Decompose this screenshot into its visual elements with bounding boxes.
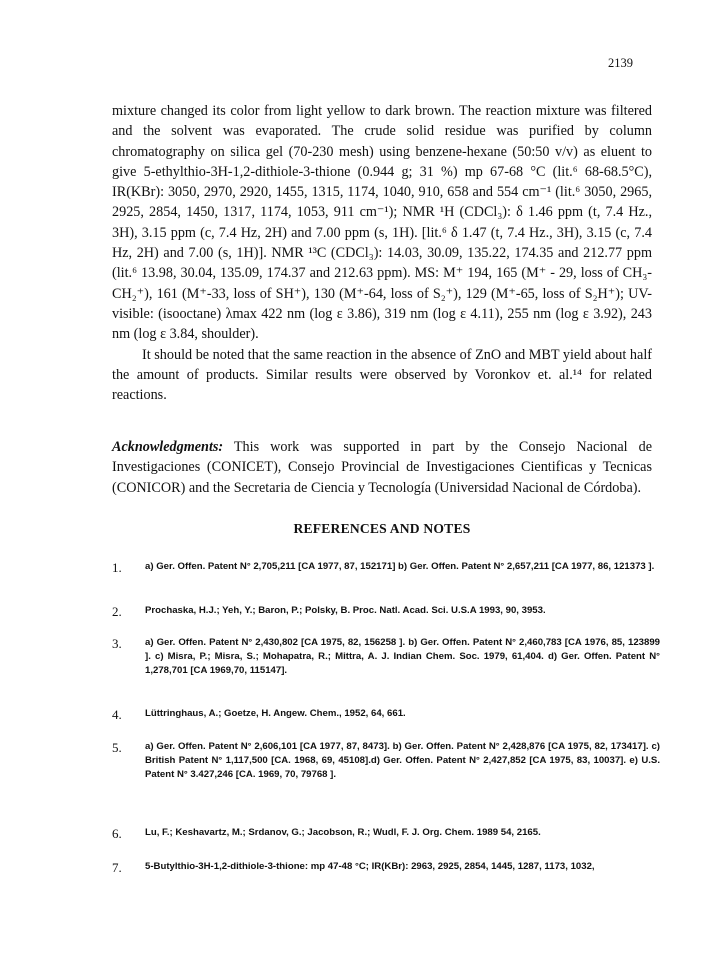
experimental-paragraph: mixture changed its color from light yellow to dark brown. The reaction mixture was filtered and the solvent was evaporated. The crude solid residue was purified by column chromatography on silica gel (70-230 mesh) using benzene-hexane (50:50 v/v) as eluent to give 5-ethylthio-3H-1,2-dithiole-3-thione (0.944 g; 31 %) mp 67-68 °C (lit.⁶ 68-68.5°C), IR(KBr): 3050, 2970, 2920, 1455, 1315, 1174, 1040, 910, 658 and 554 cm⁻¹ (lit.⁶ 3050, 2965, 2925, 2854, 1450, 1317, 1174, 1053, 911 cm⁻¹); NMR ¹H (CDCl₃): δ 1.46 ppm (t, 7.4 Hz., 3H), 3.15 ppm (c, 7.4 Hz, 2H) and 7.00 ppm (s, 1H). [lit.⁶ δ 1.47 (t, 7.4 Hz., 3H), 3.15 (c, 7.4 Hz, 2H) and 7.00 (s, 1H)]. NMR ¹³C (CDCl₃): 14.03, 30.09, 135.22, 174.35 and 212.77 ppm (lit.⁶ 13.98, 30.04, 135.09, 174.37 and 212.63 ppm). MS: M⁺ 194, 165 (M⁺ - 29, loss of CH₃-CH₂⁺), 161 (M⁺-33, loss of SH⁺), 130 (M⁺-64, loss of S₂⁺), 129 (M⁺-65, loss of S₂H⁺); UV-visible: (isooctane) λmax 422 nm (log ε 3.86), 319 nm (log ε 4.11), 255 nm (log ε 3.92), 243 nm (log ε 3.84, shoulder). <box>112 103 652 343</box>
references-heading: REFERENCES AND NOTES <box>293 521 471 536</box>
reference-number: 5. <box>112 740 122 755</box>
reference-item <box>112 636 660 679</box>
reference-number: 2. <box>112 604 122 619</box>
reference-item <box>112 560 660 574</box>
body-text <box>112 101 652 405</box>
reference-text: a) Ger. Offen. Patent N° 2,705,211 [CA 1977, 87, 152171] b) Ger. Offen. Patent N° 2,657,211 [CA 1977, 86, 121373 ]. <box>145 561 655 572</box>
reference-item <box>112 604 660 618</box>
acknowledgments <box>112 437 652 498</box>
note-paragraph: It should be noted that the same reaction in the absence of ZnO and MBT yield about half the amount of products. Similar results were observed by Voronkov et. al.¹⁴ for related reactions. <box>112 346 652 404</box>
reference-number: 6. <box>112 826 122 841</box>
reference-text: a) Ger. Offen. Patent N° 2,430,802 [CA 1975, 82, 156258 ]. b) Ger. Offen. Patent N° 2,460,783 [CA 1976, 85, 123899 ]. c) Misra, P.; Misra, S.; Mohapatra, R.; Mittra, A. J. Indian Chem. Soc. 1979, 61,404. d) Ger. Offen. Patent N° 1,278,701 [CA 1969,70, 115147]. <box>145 637 660 677</box>
reference-number: 4. <box>112 707 122 722</box>
reference-item <box>112 707 660 721</box>
reference-item <box>112 826 660 840</box>
reference-number: 1. <box>112 560 122 575</box>
reference-text: Lu, F.; Keshavartz, M.; Srdanov, G.; Jacobson, R.; Wudl, F. J. Org. Chem. 1989 54, 2165. <box>145 827 541 838</box>
acknowledgments-text: This work was supported in part by the Consejo Nacional de Investigaciones (CONICET), Consejo Provincial de Investigaciones Cientificas y Tecnicas (CONICOR) and the Secretaria de Ciencia y Tecnología (Universidad Nacional de Córdoba). <box>112 439 652 496</box>
page-number: 2139 <box>608 56 633 70</box>
reference-text: a) Ger. Offen. Patent N° 2,606,101 [CA 1977, 87, 8473]. b) Ger. Offen. Patent N° 2,428,876 [CA 1975, 82, 173417]. c) British Patent N° 1,117,500 [CA. 1968, 69, 45108].d) Ger. Offen. Patent N° 2,427,852 [CA 1975, 83, 10037]. e) U.S. Patent N° 3.427,246 [CA. 1969, 70, 79768 ]. <box>145 741 660 781</box>
reference-item <box>112 740 660 783</box>
reference-text: Lüttringhaus, A.; Goetze, H. Angew. Chem., 1952, 64, 661. <box>145 708 406 719</box>
reference-item <box>112 860 660 874</box>
reference-number: 7. <box>112 860 122 875</box>
reference-text: 5-Butylthio-3H-1,2-dithiole-3-thione: mp 47-48 °C; IR(KBr): 2963, 2925, 2854, 1445, 1287, 1173, 1032, <box>145 861 595 872</box>
acknowledgments-label: Acknowledgments: <box>112 439 224 455</box>
reference-number: 3. <box>112 636 122 651</box>
reference-text: Prochaska, H.J.; Yeh, Y.; Baron, P.; Polsky, B. Proc. Natl. Acad. Sci. U.S.A 1993, 90, 3953. <box>145 605 546 616</box>
